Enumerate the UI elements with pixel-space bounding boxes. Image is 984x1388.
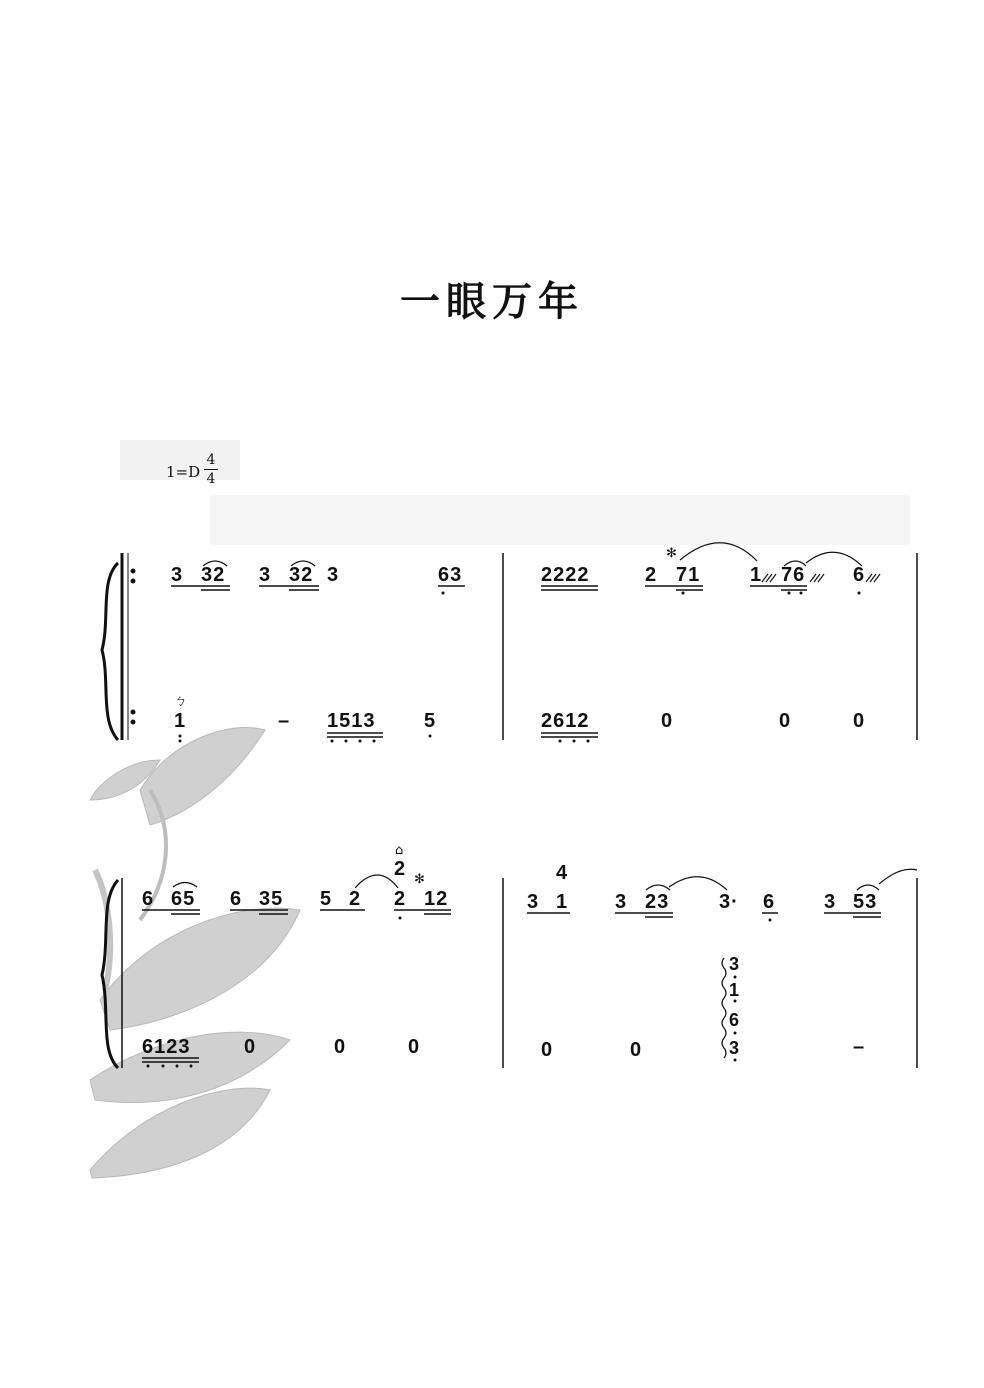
arpeggio-icon — [722, 958, 726, 1058]
chord-note: 3 — [729, 1038, 740, 1058]
note: 6 — [763, 891, 776, 913]
note: 2612 — [541, 710, 590, 732]
ornament-icon: ✻ — [414, 872, 425, 887]
note: 5 — [424, 710, 437, 732]
note: 2 — [349, 888, 362, 910]
note: 63 — [438, 564, 463, 586]
note: 2 — [645, 564, 658, 586]
rest: 0 — [244, 1036, 257, 1058]
note: 4 — [556, 862, 569, 884]
time-signature — [204, 452, 218, 487]
note: 6 — [230, 888, 243, 910]
page-title: 一眼万年 — [400, 278, 584, 325]
note: 3 — [527, 891, 540, 913]
ornament-icon: ⌂ — [395, 843, 404, 858]
note: 71 — [676, 564, 701, 586]
chord-note: 6 — [729, 1010, 740, 1030]
dash: – — [853, 1036, 866, 1058]
note: 1513 — [327, 710, 376, 732]
note: 3 — [259, 564, 272, 586]
rest: 0 — [661, 710, 674, 732]
rest: 0 — [334, 1036, 347, 1058]
time-denominator: 4 — [206, 471, 216, 487]
note: 1 — [174, 710, 187, 732]
note: 3 — [615, 891, 628, 913]
chord-note: 3 — [729, 954, 740, 974]
note: 65 — [171, 888, 196, 910]
rest: 0 — [408, 1036, 421, 1058]
note: 32 — [201, 564, 226, 586]
dash: – — [278, 710, 291, 732]
note: 76 — [781, 564, 806, 586]
note: 2 — [394, 858, 407, 880]
time-numerator: 4 — [206, 452, 216, 468]
note: 5 — [320, 888, 333, 910]
note: 6 — [142, 888, 155, 910]
ornament-icon: ✻ — [666, 546, 677, 561]
note: 2222 — [541, 564, 590, 586]
rest: 0 — [779, 710, 792, 732]
rest: 0 — [630, 1039, 643, 1061]
note: 3· — [719, 891, 739, 913]
note: 3 — [327, 564, 340, 586]
chord-note: 1 — [729, 980, 740, 1000]
note: 53 — [853, 891, 878, 913]
note: 6 — [853, 564, 866, 586]
note: 3 — [171, 564, 184, 586]
rest: 0 — [541, 1039, 554, 1061]
note: 2 — [394, 888, 407, 910]
note: 6123 — [142, 1036, 191, 1058]
note: 1 — [750, 564, 763, 586]
note: 35 — [259, 888, 284, 910]
key-signature: 1=D — [166, 463, 201, 481]
note: 1 — [556, 891, 569, 913]
note: 23 — [645, 891, 670, 913]
rest: 0 — [853, 710, 866, 732]
note: 12 — [424, 888, 449, 910]
note: 32 — [289, 564, 314, 586]
ornament-icon: ㄅ — [174, 694, 188, 709]
note: 3 — [824, 891, 837, 913]
